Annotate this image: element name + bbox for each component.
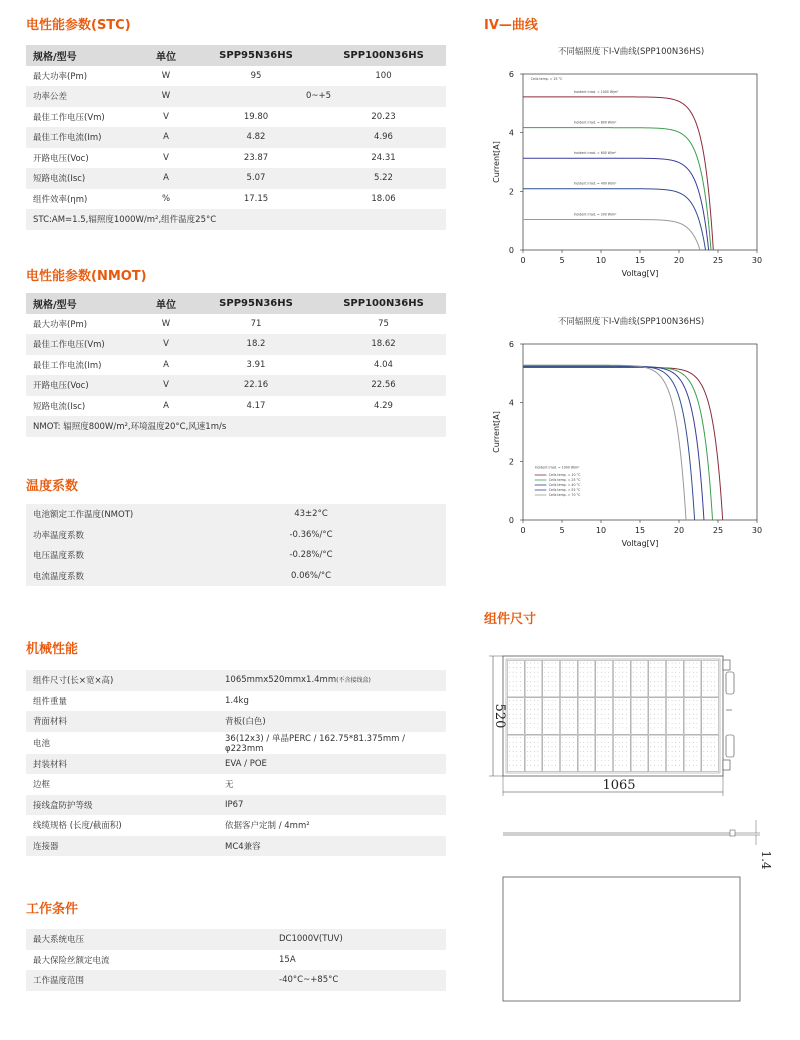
stc-unit: V	[163, 152, 169, 163]
stc-value-model-1: 5.07	[191, 168, 321, 189]
mech-param: 封装材料	[26, 754, 218, 775]
stc-title: 电性能参数(STC)	[26, 18, 131, 33]
mech-value	[218, 815, 446, 836]
dim-thickness-label: 1.4	[759, 850, 773, 870]
temp-param: 功率温度系数	[26, 525, 226, 546]
work-param: 工作温度范围	[26, 970, 272, 991]
mech-value-text: 无	[225, 780, 234, 791]
nmot-param: 最佳工作电流(Im)	[33, 360, 102, 371]
mech-value-text: 1.4kg	[225, 695, 249, 706]
stc-value-model-2: 24.31	[371, 152, 396, 163]
x-tick-label: 15	[634, 256, 646, 265]
nmot-row	[26, 396, 446, 417]
temp-row	[26, 504, 446, 525]
solar-cell	[631, 660, 648, 697]
stc-value-model-2: 100	[375, 70, 392, 81]
x-axis-label: Voltag[V]	[621, 269, 659, 278]
mech-row	[26, 836, 446, 857]
stc-value-model-1: 17.15	[243, 193, 269, 204]
stc-param: 开路电压(Voc)	[33, 153, 89, 164]
stc-param: 功率公差	[26, 86, 141, 107]
temp-table	[26, 504, 446, 586]
temp-row	[26, 525, 446, 546]
solar-cell	[507, 735, 524, 772]
stc-value-model-2: 4.96	[321, 127, 446, 148]
cell-grid	[507, 660, 718, 771]
solar-cell	[649, 735, 666, 772]
legend-label: Cells temp. = 25 °C	[548, 478, 581, 482]
solar-cell	[613, 698, 630, 735]
chart2-temperature-iv	[485, 330, 785, 570]
size-title: 组件尺寸	[484, 612, 537, 627]
mech-title: 机械性能	[26, 642, 79, 657]
temp-value: -0.36%/°C	[226, 525, 396, 546]
solar-cell	[560, 735, 577, 772]
junction-box-top	[723, 660, 730, 670]
nmot-value-model-2: 18.62	[321, 334, 446, 355]
stc-value-model-2: 18.06	[371, 193, 396, 204]
nmot-header-model-2: SPP100N36HS	[321, 293, 446, 314]
mech-value	[218, 711, 446, 732]
module-dimension-drawing	[480, 640, 780, 1040]
mech-row	[26, 670, 446, 691]
x-tick-label: 0	[520, 256, 526, 265]
mech-param: 线缆规格 (长度/截面积)	[33, 821, 122, 832]
dim-width-label: 520	[492, 703, 507, 729]
solar-cell	[684, 698, 701, 735]
work-row	[26, 970, 446, 991]
mech-row	[26, 754, 446, 775]
work-param: 最大系统电压	[26, 929, 272, 950]
nmot-value-model-1: 18.2	[191, 334, 321, 355]
work-param: 最大保险丝额定电流	[33, 955, 110, 966]
stc-value-merged: 0~+5	[191, 86, 446, 107]
nmot-row	[26, 375, 446, 396]
mech-value-text: EVA / POE	[225, 758, 267, 769]
series-label: Incident irrad. = 1000 W/m²	[573, 89, 619, 94]
mech-row	[26, 691, 446, 712]
stc-header-model-1: SPP95N36HS	[191, 45, 321, 66]
nmot-param: 短路电流(Isc)	[33, 401, 86, 412]
stc-row	[26, 107, 446, 128]
stc-row	[26, 66, 446, 87]
series-label: Incident irrad. = 600 W/m²	[573, 151, 617, 156]
nmot-value-model-2: 75	[378, 318, 389, 329]
x-tick-label: 5	[559, 256, 565, 265]
solar-cell	[613, 735, 630, 772]
solar-cell	[702, 660, 719, 697]
nmot-value-model-1: 22.16	[191, 375, 321, 396]
mech-row	[26, 815, 446, 836]
mech-table	[26, 670, 446, 856]
nmot-value-model-2: 22.56	[321, 375, 446, 396]
mech-param: 边框	[33, 780, 51, 791]
chart1-irradiance-iv	[485, 60, 785, 300]
nmot-value-model-2: 4.29	[374, 400, 393, 411]
mech-value	[218, 774, 446, 795]
stc-value-model-1: 95	[250, 70, 262, 81]
nmot-unit: V	[141, 334, 191, 355]
x-tick-label: 30	[751, 256, 763, 265]
temp-row	[26, 566, 446, 587]
mech-value-note: (不含接线盒)	[336, 677, 371, 685]
stc-param: 组件效率(ηm)	[33, 194, 88, 205]
nmot-value-model-1: 71	[250, 318, 262, 329]
stc-header-unit: 单位	[141, 45, 191, 66]
work-table	[26, 929, 446, 991]
nmot-param: 最大功率(Pm)	[33, 319, 88, 330]
mech-param: 接线盒防护等级	[26, 795, 218, 816]
nmot-table	[26, 293, 446, 437]
stc-value-model-1: 19.80	[243, 111, 269, 122]
plot-area	[523, 74, 757, 250]
work-value: -40°C~+85°C	[272, 970, 446, 991]
solar-cell	[507, 698, 524, 735]
stc-param: 最大功率(Pm)	[33, 71, 88, 82]
y-tick-label: 4	[508, 398, 514, 408]
mech-param: 电池	[33, 738, 51, 749]
legend-label: Cells temp. = 40 °C	[548, 483, 581, 487]
stc-header-model-2: SPP100N36HS	[321, 45, 446, 66]
work-row	[26, 950, 446, 971]
solar-cell	[596, 660, 613, 697]
stc-table	[26, 45, 446, 230]
solar-cell	[525, 698, 542, 735]
stc-param: 短路电流(Isc)	[26, 168, 141, 189]
connector-top	[726, 672, 734, 694]
temp-value: 43±2°C	[226, 504, 396, 525]
solar-cell	[560, 660, 577, 697]
mech-row	[26, 732, 446, 754]
mech-value	[218, 732, 446, 754]
nmot-header-model-1: SPP95N36HS	[191, 293, 321, 314]
solar-cell	[578, 735, 595, 772]
solar-cell	[631, 735, 648, 772]
solar-cell	[507, 660, 524, 697]
y-tick-label: 6	[508, 340, 514, 349]
nmot-value-model-1: 4.17	[246, 400, 266, 411]
chart-annotation: Incident irrad. = 1000 W/m²	[534, 465, 580, 470]
solar-cell	[560, 698, 577, 735]
stc-row	[26, 127, 446, 148]
mech-value-text: 1065mmx520mmx1.4mm	[225, 675, 337, 686]
x-tick-label: 0	[520, 526, 526, 535]
stc-row	[26, 189, 446, 210]
mech-param: 组件重量	[33, 696, 68, 707]
x-tick-label: 10	[595, 526, 607, 535]
y-tick-label: 0	[508, 246, 514, 255]
solar-cell	[666, 735, 683, 772]
x-tick-label: 10	[595, 256, 607, 265]
solar-cell	[702, 698, 719, 735]
y-tick-label: 6	[508, 70, 514, 79]
y-axis-label: Current[A]	[492, 141, 501, 183]
mech-value-text: 背板(白色)	[225, 717, 266, 728]
nmot-unit: A	[163, 400, 169, 411]
work-value: DC1000V(TUV)	[272, 929, 446, 950]
solar-cell	[702, 735, 719, 772]
stc-header-spec: 规格/型号	[26, 45, 141, 66]
solar-cell	[596, 698, 613, 735]
chart-annotation: Cells temp. = 25 °C	[530, 76, 563, 81]
mech-value	[218, 754, 446, 775]
solar-cell	[613, 660, 630, 697]
solar-cell	[684, 735, 701, 772]
x-tick-label: 15	[634, 526, 646, 535]
mech-row	[26, 774, 446, 795]
stc-value-model-1: 23.87	[243, 152, 269, 163]
series-label: Incident irrad. = 400 W/m²	[573, 181, 617, 186]
nmot-row	[26, 314, 446, 335]
chart2-title: 不同辐照度下I-V曲线(SPP100N36HS)	[557, 317, 705, 327]
y-tick-label: 4	[508, 128, 514, 138]
nmot-title: 电性能参数(NMOT)	[26, 269, 147, 284]
temp-row	[26, 545, 446, 566]
series-label: Incident irrad. = 200 W/m²	[573, 212, 617, 217]
work-value: 15A	[279, 954, 296, 965]
mech-value	[218, 670, 446, 691]
stc-unit: %	[161, 193, 171, 204]
stc-unit: W	[141, 86, 191, 107]
nmot-header-spec: 规格/型号	[26, 293, 141, 314]
mech-param: 连接器	[26, 836, 218, 857]
x-tick-label: 20	[673, 256, 685, 265]
legend-label: Cells temp. = 55 °C	[548, 488, 581, 492]
dim-length-label: 1065	[602, 778, 636, 793]
stc-row	[26, 148, 446, 169]
stc-value-model-2: 5.22	[321, 168, 446, 189]
solar-cell	[578, 698, 595, 735]
solar-cell	[631, 698, 648, 735]
solar-cell	[543, 735, 560, 772]
back-view-outline	[503, 877, 740, 1001]
iv-title: IV—曲线	[484, 18, 538, 33]
x-tick-label: 5	[559, 526, 565, 535]
mech-value-text: 依据客户定制 / 4mm²	[225, 821, 310, 832]
x-tick-label: 25	[712, 526, 724, 535]
work-row	[26, 929, 446, 950]
stc-unit: W	[161, 70, 171, 81]
connector-bottom	[726, 735, 734, 757]
stc-value-model-1: 4.82	[191, 127, 321, 148]
stc-note: STC:AM=1.5,辐照度1000W/m²,组件温度25°C	[26, 209, 446, 230]
stc-row	[26, 86, 446, 107]
mech-value-text: 36(12x3) / 单晶PERC / 162.75*81.375mm / φ223mm	[225, 733, 406, 754]
mech-value-text: IP67	[225, 799, 244, 810]
x-tick-label: 30	[751, 526, 763, 535]
stc-unit: V	[163, 111, 169, 122]
chart1-title: 不同辐照度下I-V曲线(SPP100N36HS)	[557, 47, 705, 57]
solar-cell	[596, 735, 613, 772]
solar-cell	[525, 735, 542, 772]
solar-cell	[649, 660, 666, 697]
y-tick-label: 2	[508, 457, 514, 467]
stc-value-model-2: 20.23	[371, 111, 396, 122]
series-label: Incident irrad. = 800 W/m²	[573, 120, 617, 125]
mech-value-text: MC4兼容	[225, 841, 261, 852]
temp-title: 温度系数	[26, 479, 79, 494]
solar-cell	[578, 660, 595, 697]
nmot-unit: W	[161, 318, 171, 329]
nmot-row	[26, 355, 446, 376]
mech-value	[218, 691, 446, 712]
temp-value: -0.28%/°C	[226, 545, 396, 566]
junction-box-bottom	[723, 760, 730, 770]
nmot-unit: A	[163, 359, 169, 370]
x-tick-label: 25	[712, 256, 724, 265]
mech-value	[218, 836, 446, 857]
solar-cell	[666, 660, 683, 697]
nmot-value-model-2: 4.04	[374, 359, 393, 370]
temp-param: 电压温度系数	[26, 545, 226, 566]
stc-param: 最佳工作电压(Vm)	[33, 112, 105, 123]
solar-cell	[543, 698, 560, 735]
solar-cell	[525, 660, 542, 697]
nmot-value-model-1: 3.91	[246, 359, 266, 370]
nmot-header-unit: 单位	[141, 293, 191, 314]
mech-row	[26, 711, 446, 732]
nmot-unit: V	[141, 375, 191, 396]
temp-value: 0.06%/°C	[226, 566, 396, 587]
stc-row	[26, 168, 446, 189]
x-axis-label: Voltag[V]	[621, 539, 659, 548]
y-tick-label: 0	[508, 516, 514, 525]
mech-param: 组件尺寸(长×宽×高)	[26, 670, 218, 691]
work-title: 工作条件	[26, 902, 79, 917]
solar-cell	[684, 660, 701, 697]
legend-label: Cells temp. = 70 °C	[548, 493, 581, 497]
nmot-row	[26, 334, 446, 355]
nmot-param: 最佳工作电压(Vm)	[26, 334, 141, 355]
mech-value	[218, 795, 446, 816]
stc-param: 最佳工作电流(Im)	[26, 127, 141, 148]
y-tick-label: 2	[508, 187, 514, 197]
y-axis-label: Current[A]	[492, 411, 501, 453]
x-tick-label: 20	[673, 526, 685, 535]
solar-cell	[666, 698, 683, 735]
temp-param: 电流温度系数	[26, 566, 226, 587]
legend-label: Cells temp. = 10 °C	[548, 473, 581, 477]
stc-unit: A	[141, 127, 191, 148]
stc-unit: A	[141, 168, 191, 189]
mech-param: 背面材料	[26, 711, 218, 732]
nmot-note: NMOT: 辐照度800W/m²,环境温度20°C,风速1m/s	[26, 416, 446, 437]
solar-cell	[649, 698, 666, 735]
mech-row	[26, 795, 446, 816]
nmot-param: 开路电压(Voc)	[26, 375, 141, 396]
solar-cell	[543, 660, 560, 697]
temp-param: 电池额定工作温度(NMOT)	[26, 504, 226, 525]
